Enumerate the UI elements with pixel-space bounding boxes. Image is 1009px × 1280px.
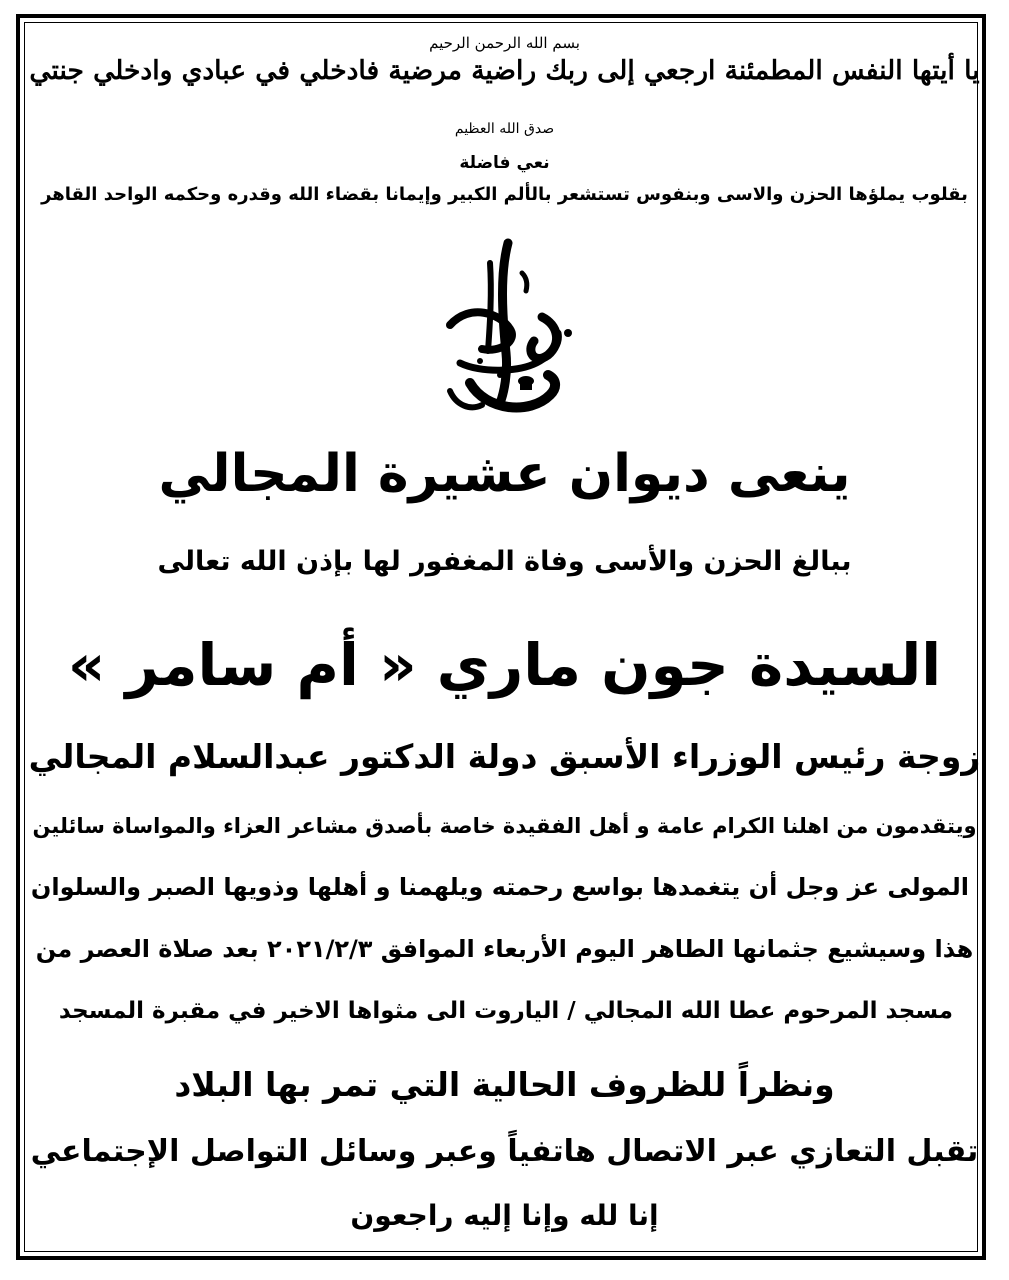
obituary-label: نعي فاضلة <box>459 153 550 173</box>
sadaq-allah: صدق الله العظيم <box>454 121 555 137</box>
basmala: بسم الله الرحمن الرحيم <box>429 34 580 52</box>
announcement-subheadline: ببالغ الحزن والأسى وفاة المغفور لها بإذن الله تعالى <box>157 546 852 577</box>
body-paragraph-5: ونظراً للظروف الحالية التي تمر بها البلاد <box>174 1065 835 1104</box>
body-paragraph-6: تقبل التعازي عبر الاتصال هاتفياً وعبر وسائل التواصل الإجتماعي <box>30 1134 979 1169</box>
quran-verse: يا أيتها النفس المطمئنة ارجعي إلى ربك راضية مرضية فادخلي في عبادي وادخلي جنتي <box>29 56 980 86</box>
body-paragraph-4: مسجد المرحوم عطا الله المجالي / الياروت الى مثواها الاخير في مقبرة المسجد <box>58 998 953 1024</box>
body-paragraph-1: ويتقدمون من اهلنا الكرام عامة و أهل الفقيدة خاصة بأصدق مشاعر العزاء والمواساة سائلين <box>32 814 977 838</box>
announcement-headline: ينعى ديوان عشيرة المجالي <box>158 444 851 504</box>
deceased-name: السيدة جون ماري « أم سامر » <box>67 631 942 699</box>
calligraphy-logo-icon <box>430 233 580 418</box>
body-paragraph-2: المولى عز وجل أن يتغمدها بواسع رحمته ويلهمنا و أهلها وذويها الصبر والسلوان <box>30 873 969 901</box>
closing-verse: إنا لله وإنا إليه راجعون <box>350 1199 659 1232</box>
body-paragraph-3: هذا وسيشيع جثمانها الطاهر اليوم الأربعاء الموافق ٢٠٢١/٢/٣ بعد صلاة العصر من <box>35 935 974 963</box>
condolence-intro: بقلوب يملؤها الحزن والاسى وبنفوس تستشعر بالألم الكبير وإيمانا بقضاء الله وقدره وحكمه الواحد القاهر <box>41 184 968 205</box>
spouse-line: زوجة رئيس الوزراء الأسبق دولة الدكتور عبدالسلام المجالي <box>28 737 981 776</box>
